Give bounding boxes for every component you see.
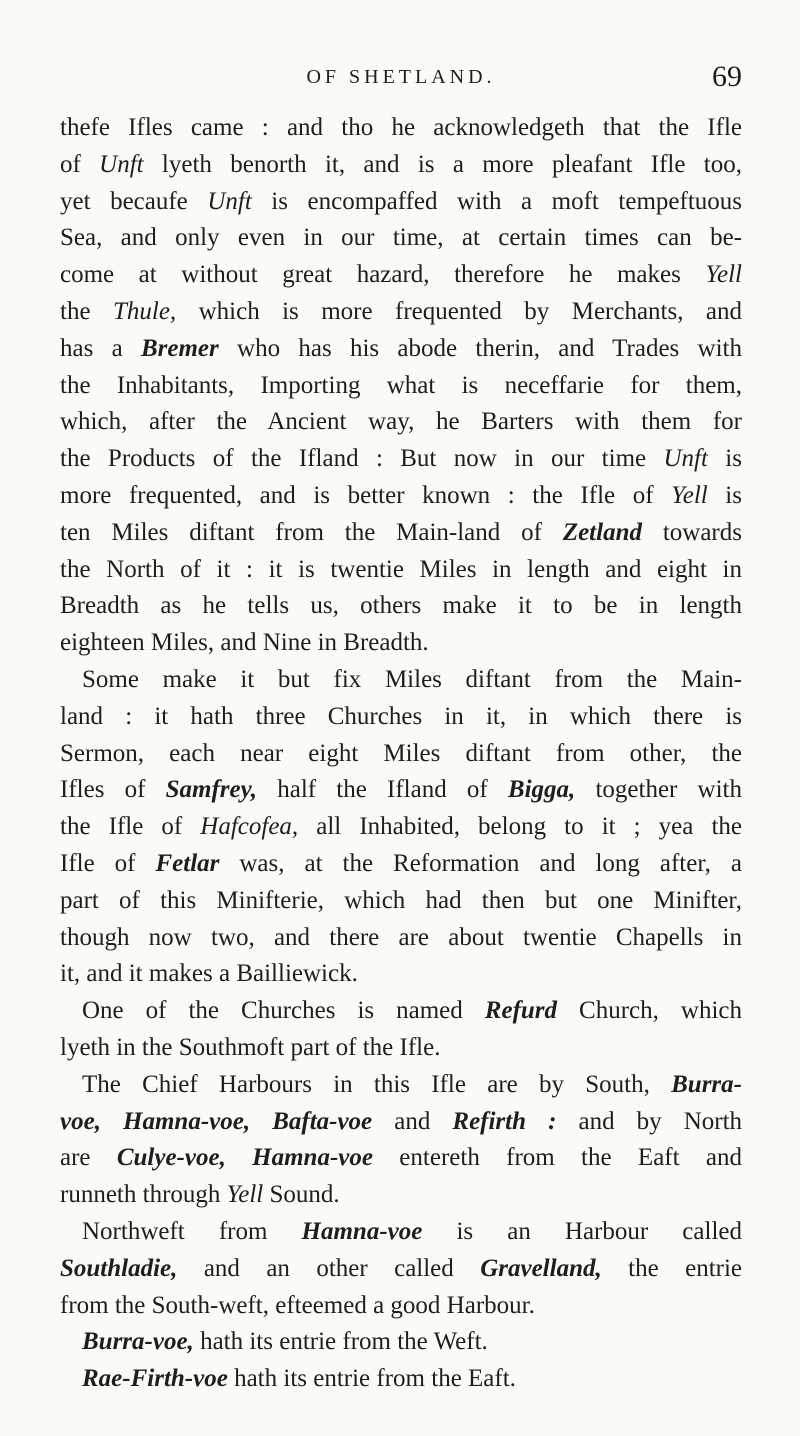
text-line xyxy=(60,1140,742,1177)
text-segment: Breadth as he tells us, others make it to be in length xyxy=(60,592,742,620)
text-line xyxy=(60,184,742,221)
text-segment: has a xyxy=(60,334,141,362)
text-line xyxy=(60,257,742,294)
text-segment: entereth from the Eaft and xyxy=(372,1144,742,1172)
text-segment: land : it hath three Churches in it, in which there is xyxy=(60,702,742,730)
text-line xyxy=(60,515,742,552)
text-segment: half the Ifland of xyxy=(257,776,508,804)
text-segment: ten Miles diftant from the Main-land of xyxy=(60,518,563,546)
text-line xyxy=(60,883,742,920)
text-segment: together with xyxy=(575,776,743,804)
text-segment: towards xyxy=(641,518,742,546)
emphasized-text: Rae-Firth-voe xyxy=(82,1365,228,1393)
text-line xyxy=(60,478,742,515)
text-segment: Ifles of xyxy=(60,776,166,804)
text-line xyxy=(60,1177,742,1214)
text-line xyxy=(60,1214,742,1251)
text-line xyxy=(60,1251,742,1288)
text-line xyxy=(60,846,742,883)
emphasized-text: Hamna-voe xyxy=(301,1217,423,1245)
text-segment: and an other called xyxy=(177,1254,481,1282)
text-line xyxy=(60,441,742,478)
text-segment: Church, which xyxy=(557,997,742,1025)
text-segment: is xyxy=(707,445,742,473)
text-segment: who has his abode therin, and Trades with xyxy=(218,334,743,362)
text-segment: and by North xyxy=(556,1107,743,1135)
text-segment: hath its entrie from the Eaft. xyxy=(227,1365,516,1393)
emphasized-text: Hafcofea, xyxy=(200,813,299,841)
text-line xyxy=(60,625,742,662)
text-line xyxy=(60,1361,742,1398)
text-segment: Sea, and only even in our time, at certain times can be- xyxy=(60,224,742,252)
emphasized-text: Culye-voe, xyxy=(116,1144,226,1172)
text-segment: runneth through xyxy=(60,1181,227,1209)
text-line xyxy=(60,1324,742,1361)
text-segment: all Inhabited, belong to it ; yea the xyxy=(298,813,742,841)
text-segment xyxy=(101,1108,123,1135)
text-segment: the North of it : it is twentie Miles in length and eight in xyxy=(60,555,742,583)
text-line xyxy=(60,294,742,331)
text-line xyxy=(60,331,742,368)
emphasized-text: Bigga, xyxy=(507,776,576,804)
text-segment: come at without great hazard, therefore he makes xyxy=(60,261,706,289)
emphasized-text: Yell xyxy=(671,481,708,509)
text-segment: Sound. xyxy=(263,1181,340,1209)
text-segment: though now two, and there are about twentie Chapells in xyxy=(60,923,742,951)
text-segment: was, at the Reformation and long after, a xyxy=(219,849,742,877)
text-segment: the entrie xyxy=(601,1254,743,1282)
text-segment: thefe Ifles came : and tho he acknowledgeth that the Ifle xyxy=(60,114,742,141)
text-segment: part of this Minifterie, which had then but one Minifter, xyxy=(60,886,742,914)
text-segment: eighteen Miles, and Nine in Breadth. xyxy=(60,629,429,657)
text-segment: are xyxy=(60,1144,117,1172)
text-segment xyxy=(226,1144,252,1171)
running-head xyxy=(60,62,742,98)
text-segment: it, and it makes a Bailliewick. xyxy=(60,960,358,988)
emphasized-text: Zetland xyxy=(562,518,642,546)
text-segment: hath its entrie from the Weft. xyxy=(193,1328,488,1356)
emphasized-text: Fetlar xyxy=(155,849,220,877)
text-segment: lyeth in the Southmoft part of the Ifle. xyxy=(60,1033,441,1061)
emphasized-text: Hamna-voe xyxy=(252,1144,373,1172)
emphasized-text: Samfrey, xyxy=(165,776,258,804)
emphasized-text: Refirth : xyxy=(452,1107,557,1135)
text-line xyxy=(60,1067,742,1104)
text-segment: is an Harbour called xyxy=(422,1217,742,1245)
text-line xyxy=(60,1288,742,1325)
emphasized-text: Unft xyxy=(99,150,144,178)
running-title: OF SHETLAND. xyxy=(306,66,496,88)
emphasized-text: Southladie, xyxy=(60,1254,178,1282)
emphasized-text: Hamna-voe, xyxy=(123,1107,251,1135)
page-number: 69 xyxy=(712,60,742,93)
text-line xyxy=(60,110,742,147)
text-segment: more frequented, and is better known : the Ifle of xyxy=(60,481,672,509)
text-line xyxy=(60,662,742,699)
text-segment: lyeth benorth it, and is a more pleafant Ifle too, xyxy=(143,150,743,178)
text-segment: Sermon, each near eight Miles diftant from other, the xyxy=(60,739,742,767)
emphasized-text: Yell xyxy=(705,261,742,289)
emphasized-text: Refurd xyxy=(484,997,558,1025)
text-segment: of xyxy=(60,150,100,178)
text-line xyxy=(60,147,742,184)
text-segment: the Inhabitants, Importing what is neceffarie for them, xyxy=(60,371,742,399)
text-segment: the Products of the Ifland : But now in our time xyxy=(60,445,664,473)
text-segment: from the South-weft, efteemed a good Harbour. xyxy=(60,1291,535,1319)
emphasized-text: Bafta-voe xyxy=(272,1107,373,1135)
text-line xyxy=(60,956,742,993)
body-text xyxy=(60,110,742,1398)
text-segment: Some make it but fix Miles diftant from the Main- xyxy=(82,665,742,693)
text-segment: Northweft from xyxy=(82,1217,302,1245)
emphasized-text: Unft xyxy=(663,445,708,473)
text-line xyxy=(60,368,742,405)
text-line xyxy=(60,920,742,957)
text-segment: yet becaufe xyxy=(60,187,208,215)
text-line xyxy=(60,699,742,736)
text-segment: is xyxy=(707,481,742,509)
text-line xyxy=(60,993,742,1030)
text-line xyxy=(60,1030,742,1067)
text-segment: which is more frequented by Merchants, and xyxy=(176,297,742,325)
text-segment: the xyxy=(60,297,113,325)
emphasized-text: Gravelland, xyxy=(480,1254,602,1282)
text-line xyxy=(60,736,742,773)
text-line xyxy=(60,588,742,625)
text-segment: One of the Churches is named xyxy=(82,997,485,1025)
emphasized-text: voe, xyxy=(60,1107,101,1135)
emphasized-text: Burra-voe, xyxy=(82,1328,194,1356)
text-segment xyxy=(250,1108,272,1135)
text-line xyxy=(60,220,742,257)
text-line xyxy=(60,1104,742,1141)
text-segment: The Chief Harbours in this Ifle are by South, xyxy=(82,1070,672,1098)
text-segment: and xyxy=(372,1107,453,1135)
text-segment: which, after the Ancient way, he Barters with them for xyxy=(60,408,742,436)
text-line xyxy=(60,552,742,589)
emphasized-text: Burra- xyxy=(671,1070,742,1098)
text-segment: is encompaffed with a moft tempeftuous xyxy=(251,187,742,215)
emphasized-text: Bremer xyxy=(140,334,219,362)
text-line xyxy=(60,772,742,809)
emphasized-text: Yell xyxy=(226,1181,264,1209)
emphasized-text: Thule, xyxy=(112,297,177,325)
text-segment: the Ifle of xyxy=(60,813,201,841)
text-line xyxy=(60,404,742,441)
text-segment: Ifle of xyxy=(60,849,156,877)
emphasized-text: Unft xyxy=(207,187,252,215)
text-line xyxy=(60,809,742,846)
